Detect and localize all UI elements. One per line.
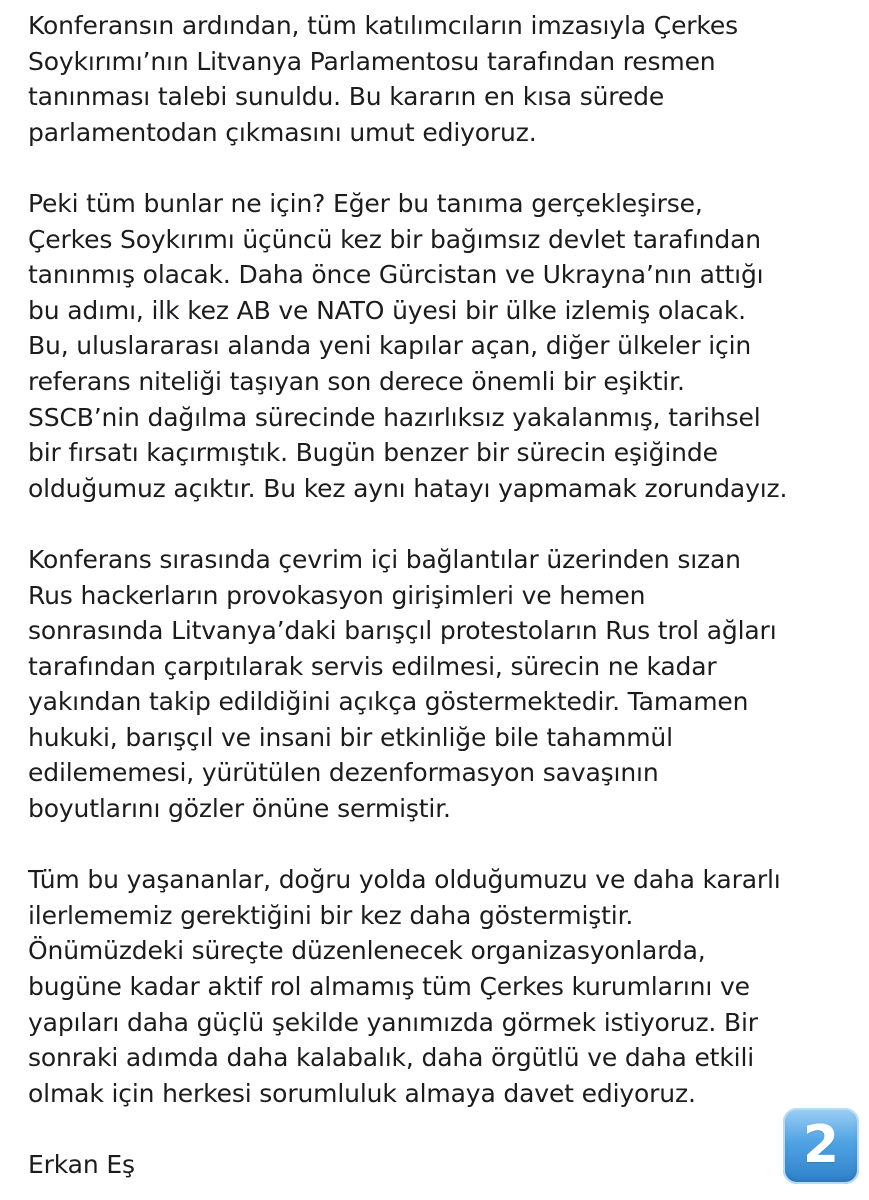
paragraph-gap bbox=[28, 506, 858, 542]
text-line: tanınmış olacak. Daha önce Gürcistan ve Ukrayna’nın attığı bbox=[28, 260, 764, 290]
text-line: Önümüzdeki süreçte düzenlenecek organizasyonlarda, bbox=[28, 936, 706, 966]
text-line: Konferans sırasında çevrim içi bağlantılar üzerinden sızan bbox=[28, 544, 741, 574]
page-number-badge bbox=[783, 1108, 859, 1184]
text-line: yapıları daha güçlü şekilde yanımızda görmek istiyoruz. Bir bbox=[28, 1007, 758, 1037]
paragraph-petition bbox=[28, 8, 858, 150]
signature-name: Erkan Eş bbox=[28, 1150, 135, 1179]
text-line: olduğumuz açıktır. Bu kez aynı hatayı yapmamak zorundayız. bbox=[28, 473, 788, 503]
text-line: SSCB’nin dağılma sürecinde hazırlıksız yakalanmış, tarihsel bbox=[28, 402, 761, 432]
text-line: bir fırsatı kaçırmıştık. Bugün benzer bir sürecin eşiğinde bbox=[28, 438, 718, 468]
paragraph-gap bbox=[28, 1111, 858, 1147]
text-line: parlamentodan çıkmasını umut ediyoruz. bbox=[28, 117, 537, 147]
signature bbox=[28, 1147, 858, 1183]
text-line: Peki tüm bunlar ne için? Eğer bu tanıma gerçekleşirse, bbox=[28, 188, 703, 218]
page-number: 2 bbox=[802, 1115, 840, 1175]
text-line: tarafından çarpıtılarak servis edilmesi, sürecin ne kadar bbox=[28, 651, 717, 681]
paragraph-disinformation bbox=[28, 542, 858, 827]
text-line: Tüm bu yaşananlar, doğru yolda olduğumuzu ve daha kararlı bbox=[28, 865, 781, 895]
text-line: ilerlememiz gerektiğini bir kez daha göstermiştir. bbox=[28, 900, 634, 930]
text-line: edilememesi, yürütülen dezenformasyon savaşının bbox=[28, 758, 659, 788]
text-line: olmak için herkesi sorumluluk almaya davet ediyoruz. bbox=[28, 1078, 696, 1108]
text-line: Çerkes Soykırımı üçüncü kez bir bağımsız devlet tarafından bbox=[28, 224, 761, 254]
text-line: yakından takip edildiğini açıkça göstermektedir. Tamamen bbox=[28, 687, 749, 717]
paragraph-call-to-action bbox=[28, 862, 858, 1111]
document-body bbox=[28, 8, 858, 1183]
text-line: hukuki, barışçıl ve insani bir etkinliğe bile tahammül bbox=[28, 722, 673, 752]
text-line: Soykırımı’nın Litvanya Parlamentosu tarafından resmen bbox=[28, 46, 716, 76]
text-line: bu adımı, ilk kez AB ve NATO üyesi bir ülke izlemiş olacak. bbox=[28, 295, 746, 325]
text-line: Rus hackerların provokasyon girişimleri ve hemen bbox=[28, 580, 646, 610]
paragraph-recognition bbox=[28, 186, 858, 506]
text-line: tanınması talebi sunuldu. Bu kararın en kısa sürede bbox=[28, 82, 665, 112]
paragraph-gap bbox=[28, 150, 858, 186]
paragraph-gap bbox=[28, 827, 858, 863]
text-line: referans niteliği taşıyan son derece önemli bir eşiktir. bbox=[28, 366, 685, 396]
text-line: Bu, uluslararası alanda yeni kapılar açan, diğer ülkeler için bbox=[28, 331, 752, 361]
text-line: boyutlarını gözler önüne sermiştir. bbox=[28, 794, 451, 824]
text-line: Konferansın ardından, tüm katılımcıların imzasıyla Çerkes bbox=[28, 11, 738, 40]
text-line: bugüne kadar aktif rol almamış tüm Çerkes kurumlarını ve bbox=[28, 972, 750, 1002]
text-line: sonraki adımda daha kalabalık, daha örgütlü ve daha etkili bbox=[28, 1043, 755, 1073]
text-line: sonrasında Litvanya’daki barışçıl protestoların Rus trol ağları bbox=[28, 616, 777, 646]
